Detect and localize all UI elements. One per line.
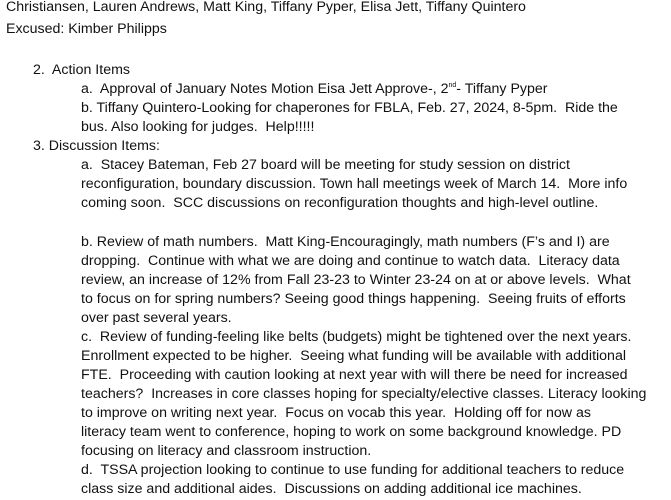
discussion-item-a-line: reconfiguration, boundary discussion. Town hall meetings week of March 14. More info bbox=[81, 176, 628, 192]
action-item-b-line: b. Tiffany Quintero-Looking for chaperones for FBLA, Feb. 27, 2024, 8-5pm. Ride the bbox=[81, 100, 618, 116]
attendance-excused-line: Excused: Kimber Philipps bbox=[6, 21, 167, 37]
discussion-item-c-line: focusing on literacy and classroom instruction. bbox=[81, 443, 372, 459]
discussion-item-b-line: b. Review of math numbers. Matt King-Encouragingly, math numbers (F’s and I) are bbox=[81, 234, 610, 250]
discussion-item-b-line: to focus on for spring numbers? Seeing good things happening. Seeing fruits of efforts bbox=[81, 291, 626, 307]
discussion-item-c-line: FTE. Proceeding with caution looking at next year with will there be need for increased bbox=[81, 367, 628, 383]
action-item-a bbox=[81, 80, 548, 99]
discussion-item-b-line: review, an increase of 12% from Fall 23-23 to Winter 23-24 on at or above levels. What bbox=[81, 272, 631, 288]
discussion-item-c-line: to improve on writing next year. Focus on vocab this year. Holding off for now as bbox=[81, 405, 591, 421]
action-item-a-text-end: - Tiffany Pyper bbox=[456, 81, 548, 97]
discussion-item-c-line: c. Review of funding-feeling like belts (budgets) might be tightened over the next years. bbox=[81, 329, 632, 345]
discussion-item-c-line: teachers? Increases in core classes hoping for specialty/elective classes. Literacy looking bbox=[81, 386, 647, 402]
action-item-a-text: a. Approval of January Notes Motion Eisa Jett Approve-, 2 bbox=[81, 81, 449, 97]
discussion-item-b-line: over past several years. bbox=[81, 310, 232, 326]
discussion-item-c-line: literacy team went to conference, hoping to work on some background knowledge. PD bbox=[81, 424, 622, 440]
action-items-heading: 2. Action Items bbox=[33, 62, 130, 78]
discussion-item-d-line: d. TSSA projection looking to continue to use funding for additional teachers to reduce bbox=[81, 462, 625, 478]
discussion-item-a-line: a. Stacey Bateman, Feb 27 board will be meeting for study session on district bbox=[81, 157, 570, 173]
discussion-item-c-line: Enrollment expected to be higher. Seeing what funding will be available with additional bbox=[81, 348, 626, 364]
discussion-item-b-line: dropping. Continue with what we are doing and continue to watch data. Literacy data bbox=[81, 253, 620, 269]
attendance-present-line: Christiansen, Lauren Andrews, Matt King, Tiffany Pyper, Elisa Jett, Tiffany Quintero bbox=[6, 0, 526, 15]
discussion-item-a-line: coming soon. SCC discussions on reconfiguration thoughts and high-level outline. bbox=[81, 195, 599, 211]
discussion-item-d-line: class size and additional aides. Discussions on adding additional ice machines. bbox=[81, 481, 582, 497]
ordinal-superscript: nd bbox=[448, 82, 457, 89]
action-item-b-line: bus. Also looking for judges. Help!!!!! bbox=[81, 119, 315, 135]
discussion-items-heading: 3. Discussion Items: bbox=[33, 138, 160, 154]
